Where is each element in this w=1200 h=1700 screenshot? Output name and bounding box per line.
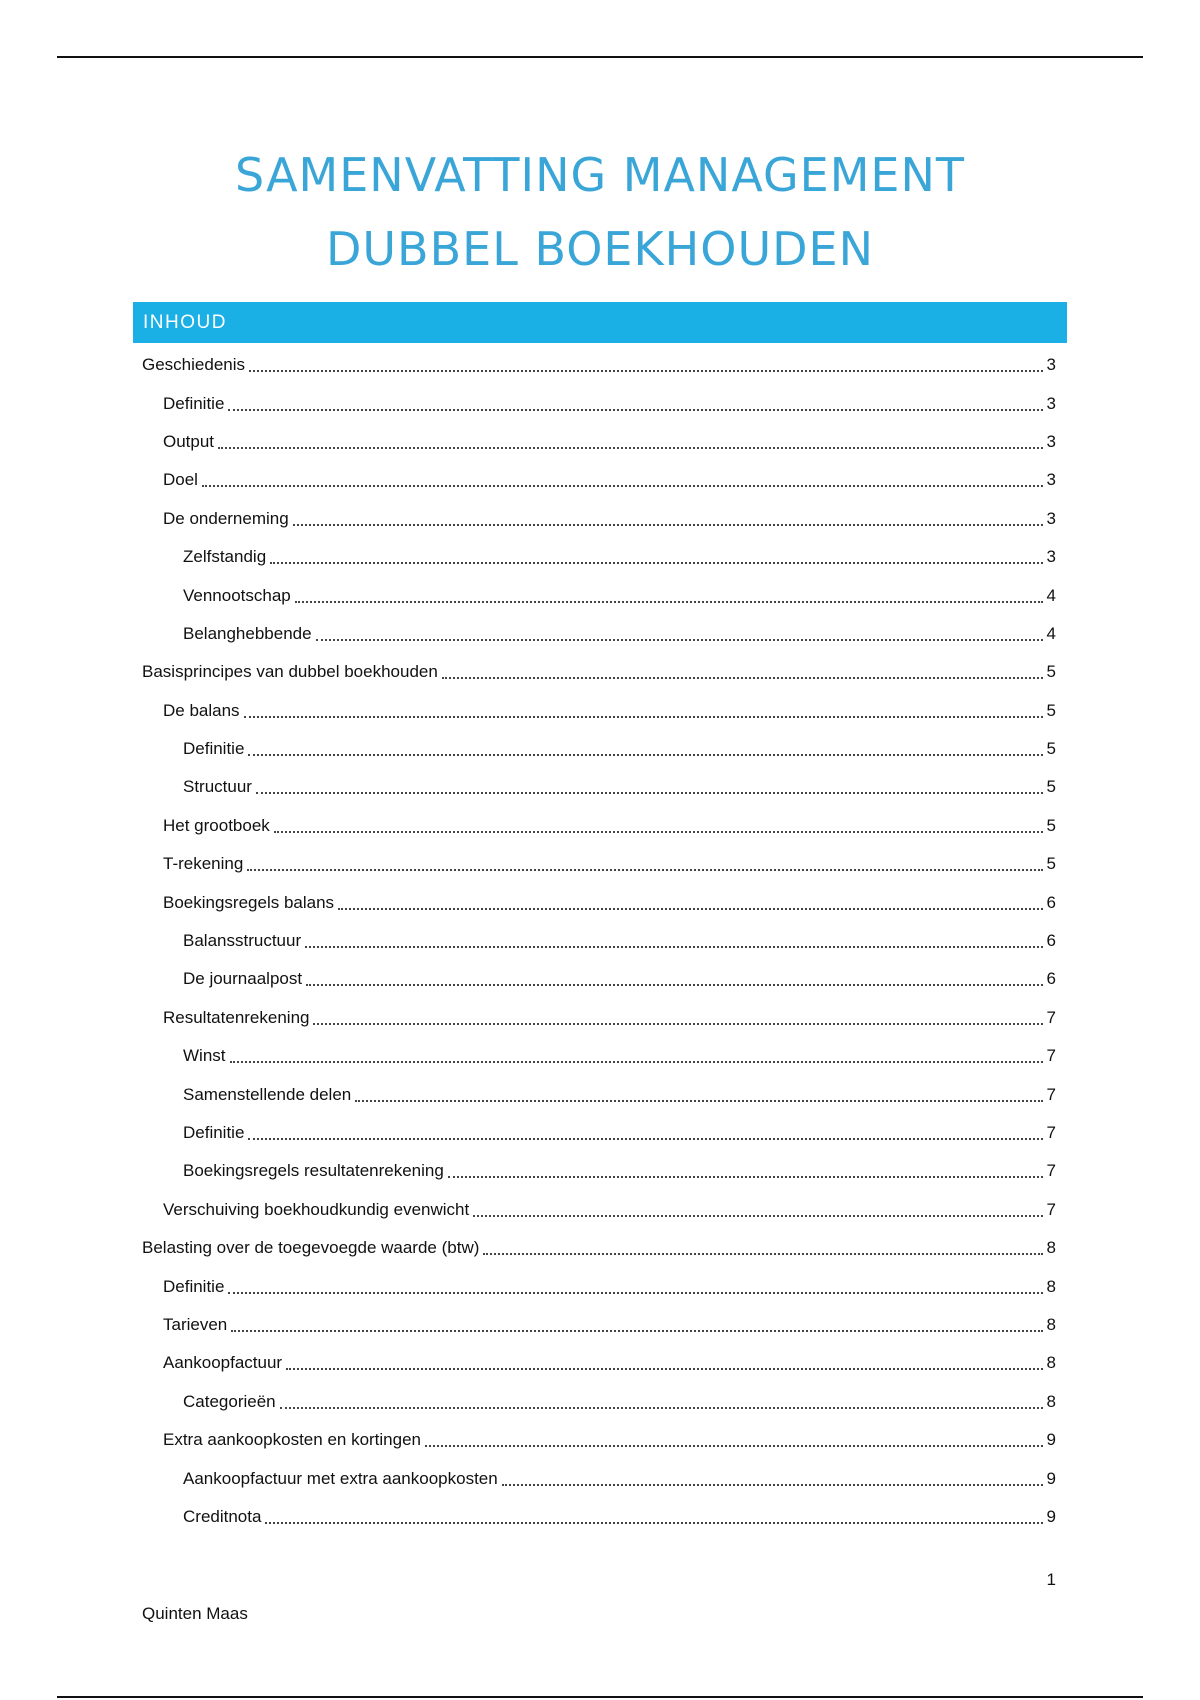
toc-dot-leader	[502, 1484, 1043, 1486]
toc-dot-leader	[286, 1368, 1042, 1370]
toc-dot-leader	[231, 1330, 1042, 1332]
toc-entry-page: 7	[1046, 1123, 1056, 1142]
toc-entry-label: Definitie	[163, 393, 225, 413]
toc-entry-page: 9	[1046, 1430, 1056, 1450]
toc-dot-leader	[228, 1292, 1042, 1294]
toc-dot-leader	[295, 601, 1043, 603]
toc-entry-page: 7	[1046, 1007, 1056, 1027]
toc-entry-label: Tarieven	[163, 1314, 228, 1334]
toc-dot-leader	[218, 447, 1042, 449]
toc-entry-label: Definitie	[163, 1276, 225, 1296]
toc-entry-label: T-rekening	[163, 854, 244, 874]
toc-entry[interactable]	[142, 346, 1056, 384]
toc-dot-leader	[306, 984, 1042, 986]
toc-dot-leader	[202, 485, 1043, 487]
toc-entry[interactable]	[142, 1459, 1056, 1497]
document-title-line-2: DUBBEL BOEKHOUDEN	[325, 222, 875, 276]
toc-entry-page: 7	[1046, 1084, 1056, 1104]
toc-entry-label: Definitie	[183, 739, 245, 759]
toc-entry[interactable]	[142, 960, 1056, 998]
toc-entry-label: Aankoopfactuur	[163, 1353, 283, 1373]
toc-entry-label: Extra aankoopkosten en kortingen	[163, 1430, 422, 1450]
document-title-line-1: SAMENVATTING MANAGEMENT	[235, 148, 965, 202]
toc-entry-label: Balansstructuur	[183, 931, 302, 951]
toc-entry[interactable]	[142, 1114, 1056, 1152]
toc-entry[interactable]	[142, 1075, 1056, 1113]
toc-entry[interactable]	[142, 1229, 1056, 1267]
toc-entry-page: 3	[1046, 355, 1056, 375]
toc-entry-page: 8	[1046, 1276, 1056, 1296]
toc-entry[interactable]	[142, 1421, 1056, 1459]
toc-entry[interactable]	[142, 692, 1056, 730]
toc-entry-page: 4	[1046, 623, 1056, 643]
page-number: 1	[1046, 1570, 1056, 1589]
toc-entry-page: 8	[1046, 1391, 1056, 1411]
toc-entry-label: Boekingsregels balans	[163, 892, 335, 912]
toc-heading: INHOUD	[133, 302, 1067, 343]
toc-dot-leader	[338, 908, 1042, 910]
toc-entry-label: Categorieën	[183, 1391, 276, 1411]
toc-entry-label: De journaalpost	[183, 969, 303, 989]
toc-entry-label: Verschuiving boekhoudkundig evenwicht	[163, 1199, 470, 1219]
toc-entry-page: 5	[1046, 662, 1056, 682]
header-rule	[57, 56, 1143, 58]
toc-entry[interactable]	[142, 1191, 1056, 1229]
toc-entry-page: 7	[1046, 1161, 1056, 1181]
toc-dot-leader	[313, 1023, 1042, 1025]
toc-entry[interactable]	[142, 538, 1056, 576]
toc-dot-leader	[244, 716, 1043, 718]
toc-entry[interactable]	[142, 653, 1056, 691]
toc-entry-page: 4	[1046, 585, 1056, 605]
toc-dot-leader	[448, 1176, 1043, 1178]
toc-entry[interactable]	[142, 999, 1056, 1037]
toc-entry-label: Belasting over de toegevoegde waarde (btw)	[142, 1238, 480, 1258]
toc-entry[interactable]	[142, 1344, 1056, 1382]
toc-entry[interactable]	[142, 423, 1056, 461]
toc-entry-label: Resultatenrekening	[163, 1007, 310, 1027]
toc-dot-leader	[248, 1138, 1042, 1140]
toc-entry-label: Creditnota	[183, 1506, 262, 1526]
toc-entry-page: 3	[1046, 547, 1056, 567]
toc-entry-page: 8	[1046, 1353, 1056, 1373]
toc-entry[interactable]	[142, 500, 1056, 538]
toc-entry-page: 3	[1046, 470, 1056, 490]
footer-author: Quinten Maas	[142, 1604, 248, 1623]
toc-entry[interactable]	[142, 615, 1056, 653]
toc-entry[interactable]	[142, 807, 1056, 845]
toc-entry-label: Belanghebbende	[183, 623, 312, 643]
toc-entry-page: 3	[1046, 393, 1056, 413]
toc-entry[interactable]	[142, 1383, 1056, 1421]
toc-dot-leader	[230, 1061, 1043, 1063]
toc-entry-label: Doel	[163, 470, 198, 490]
toc-dot-leader	[355, 1100, 1042, 1102]
toc-entry[interactable]	[142, 1152, 1056, 1190]
toc-entry-page: 9	[1046, 1468, 1056, 1488]
toc-entry-label: Zelfstandig	[183, 547, 267, 567]
toc-entry-label: Samenstellende delen	[183, 1084, 352, 1104]
toc-entry-label: Winst	[183, 1046, 226, 1066]
toc-dot-leader	[280, 1407, 1043, 1409]
toc-entry-label: Aankoopfactuur met extra aankoopkosten	[183, 1468, 498, 1488]
toc-dot-leader	[442, 677, 1043, 679]
toc-entry-label: De onderneming	[163, 508, 289, 528]
toc-entry-page: 7	[1046, 1199, 1056, 1219]
toc-entry-label: Het grootboek	[163, 815, 270, 835]
toc-entry[interactable]	[142, 768, 1056, 806]
toc-dot-leader	[293, 524, 1043, 526]
toc-entry-label: Basisprincipes van dubbel boekhouden	[142, 662, 438, 682]
toc-entry-label: Definitie	[183, 1123, 245, 1142]
toc-entry-label: Vennootschap	[183, 585, 291, 605]
toc-entry-page: 5	[1046, 815, 1056, 835]
toc-dot-leader	[256, 792, 1043, 794]
toc-entry[interactable]	[142, 922, 1056, 960]
toc-dot-leader	[473, 1215, 1042, 1217]
toc-entry-label: De balans	[163, 700, 240, 720]
toc-entry-page: 5	[1046, 854, 1056, 874]
toc-entry-page: 6	[1046, 892, 1056, 912]
toc-entry[interactable]	[142, 730, 1056, 768]
toc-entry-page: 3	[1046, 431, 1056, 451]
toc-entry[interactable]	[142, 1267, 1056, 1305]
toc-entry[interactable]	[142, 384, 1056, 422]
toc-entry-page: 5	[1046, 700, 1056, 720]
toc-entry-label: Geschiedenis	[142, 355, 246, 375]
toc-entry[interactable]	[142, 461, 1056, 499]
toc-dot-leader	[425, 1445, 1043, 1447]
toc-entry-page: 3	[1046, 508, 1056, 528]
toc-dot-leader	[305, 946, 1042, 948]
toc-entry-page: 5	[1046, 777, 1056, 797]
toc-entry-page: 5	[1046, 739, 1056, 759]
toc-entry-label: Boekingsregels resultatenrekening	[183, 1161, 444, 1181]
footer-rule	[57, 1696, 1143, 1698]
toc-entry[interactable]	[142, 1037, 1056, 1075]
toc-entry-page: 7	[1046, 1046, 1056, 1066]
toc-entry[interactable]	[142, 1498, 1056, 1536]
toc-dot-leader	[247, 869, 1042, 871]
toc-dot-leader	[274, 831, 1043, 833]
toc-entry[interactable]	[142, 883, 1056, 921]
toc-entry-label: Structuur	[183, 777, 252, 797]
toc-dot-leader	[228, 409, 1042, 411]
toc-entry-page: 6	[1046, 969, 1056, 989]
toc-entry-page: 6	[1046, 931, 1056, 951]
toc-entry-page: 8	[1046, 1314, 1056, 1334]
toc-entry[interactable]	[142, 1306, 1056, 1344]
toc-entry[interactable]	[142, 576, 1056, 614]
toc-dot-leader	[249, 370, 1043, 372]
toc-dot-leader	[316, 639, 1043, 641]
toc-dot-leader	[270, 562, 1042, 564]
toc-dot-leader	[483, 1253, 1042, 1255]
toc-entry-label: Output	[163, 431, 215, 451]
toc-entry-page: 9	[1046, 1506, 1056, 1526]
toc-dot-leader	[248, 754, 1042, 756]
toc-entry[interactable]	[142, 845, 1056, 883]
toc-entry-page: 8	[1046, 1238, 1056, 1258]
table-of-contents	[142, 346, 1056, 1536]
toc-dot-leader	[265, 1522, 1042, 1524]
